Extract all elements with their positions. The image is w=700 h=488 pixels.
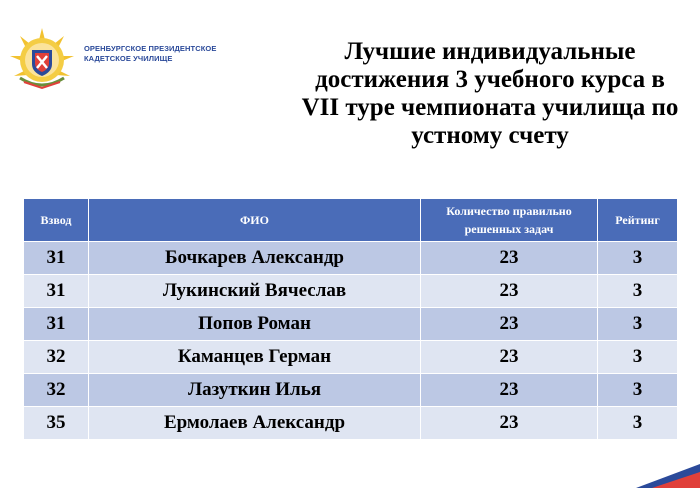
org-name-line-2: КАДЕТСКОЕ УЧИЛИЩЕ [84,54,173,63]
cell-name: Попов Роман [89,308,421,341]
org-name-line-1: ОРЕНБУРГСКОЕ ПРЕЗИДЕНТСКОЕ [84,44,217,53]
cadet-school-emblem-icon [6,26,78,94]
column-header-correct-answers [421,199,598,242]
column-header-name: ФИО [89,199,421,242]
column-header-rating: Рейтинг [598,199,678,242]
cell-rating: 3 [598,275,678,308]
cell-correct: 23 [421,275,598,308]
organization-name [84,44,234,64]
column-header-correct-line-2: решенных задач [464,222,554,236]
cell-platoon: 31 [24,275,89,308]
cell-name: Лукинский Вячеслав [89,275,421,308]
cell-correct: 23 [421,407,598,440]
column-header-platoon: Взвод [24,199,89,242]
page-title [290,38,690,150]
results-table [23,198,678,440]
title-line-3: VII туре чемпионата училища по [301,94,679,121]
cell-name: Лазуткин Илья [89,374,421,407]
cell-rating: 3 [598,407,678,440]
cell-rating: 3 [598,341,678,374]
cell-correct: 23 [421,242,598,275]
table-row [24,407,678,440]
cell-platoon: 31 [24,308,89,341]
decorative-corner-shapes [580,462,700,488]
title-line-2: достижения 3 учебного курса в [315,66,665,93]
cell-name: Бочкарев Александр [89,242,421,275]
cell-platoon: 35 [24,407,89,440]
title-line-1: Лучшие индивидуальные [344,38,636,65]
table-row [24,275,678,308]
cell-rating: 3 [598,308,678,341]
column-header-correct-line-1: Количество правильно [446,204,572,218]
table-row [24,308,678,341]
cell-correct: 23 [421,341,598,374]
cell-platoon: 32 [24,341,89,374]
cell-rating: 3 [598,374,678,407]
cell-name: Ермолаев Александр [89,407,421,440]
cell-name: Каманцев Герман [89,341,421,374]
cell-platoon: 31 [24,242,89,275]
cell-rating: 3 [598,242,678,275]
table-row [24,242,678,275]
table-row [24,341,678,374]
table-row [24,374,678,407]
title-line-4: устному счету [411,122,569,149]
table-header-row [24,199,678,242]
cell-correct: 23 [421,308,598,341]
cell-correct: 23 [421,374,598,407]
cell-platoon: 32 [24,374,89,407]
